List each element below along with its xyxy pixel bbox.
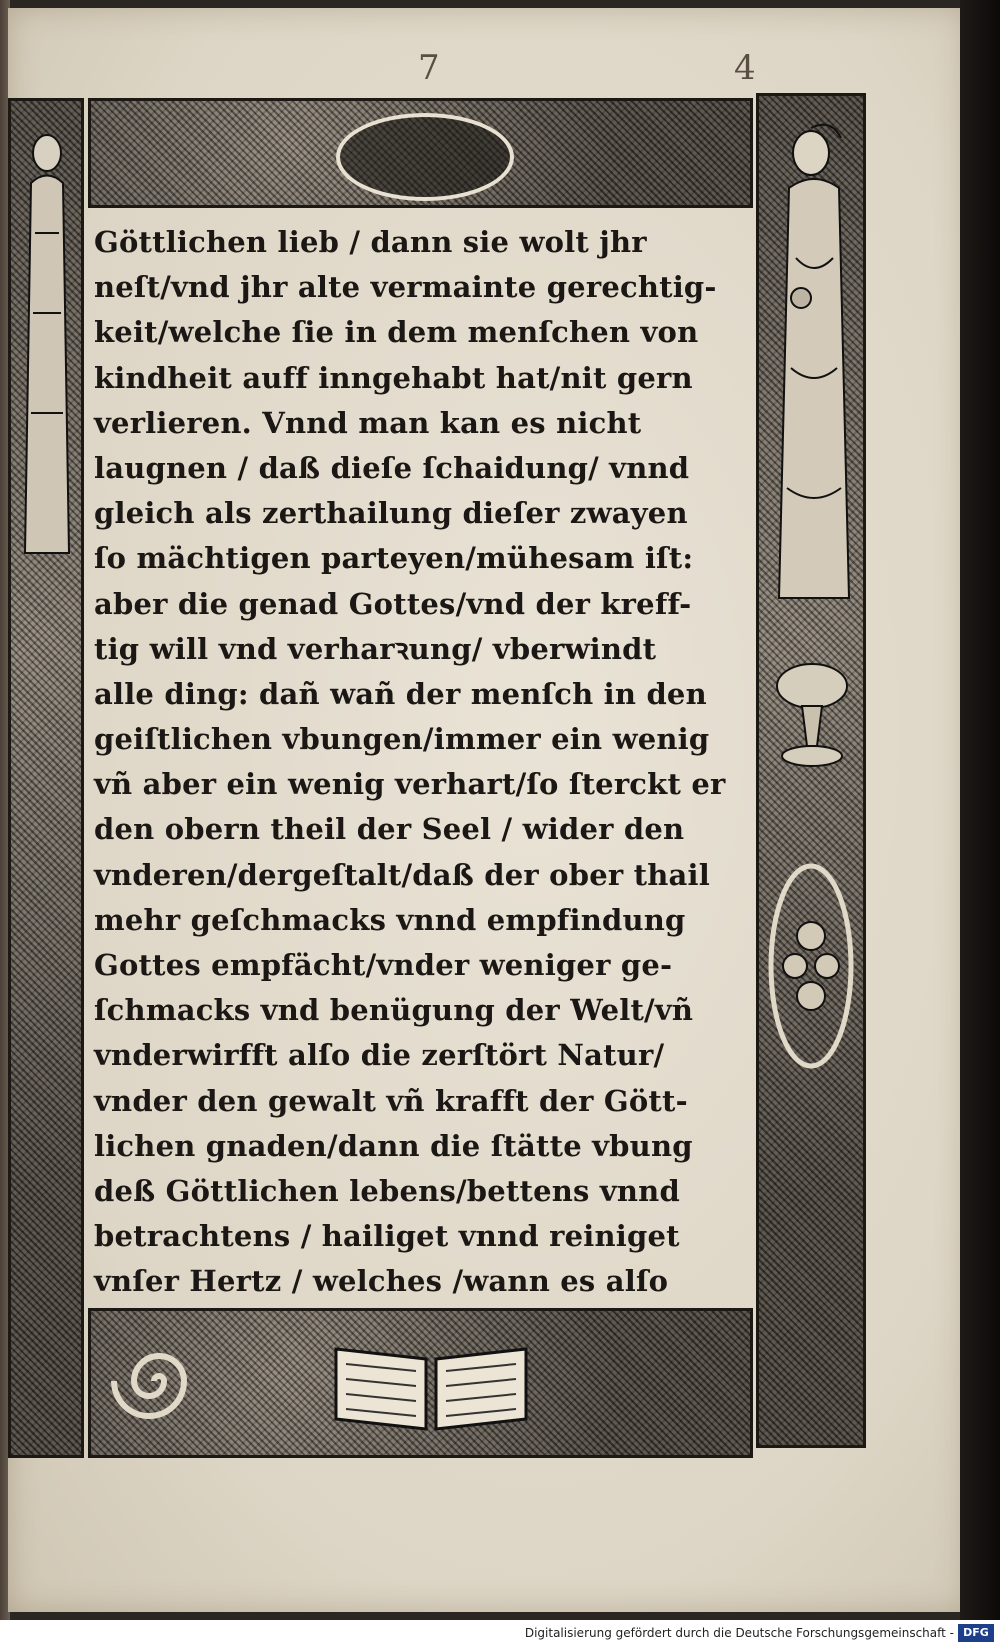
- text-line: tig will vnd verharꝛung/ vberwindt: [94, 631, 657, 666]
- text-line: kindheit auff inngehabt hat/nit gern: [94, 360, 693, 395]
- text-line: Göttlichen lieb / dann sie wolt jhr: [94, 225, 647, 259]
- folio-mark-right: 4: [734, 48, 756, 88]
- text-line: alle ding: dañ wañ der menſch in den: [94, 676, 707, 711]
- text-line: gleich als zerthailung dieſer zwayen: [94, 496, 688, 531]
- text-line: vnderwirfft alſo die zerſtört Natur/: [94, 1038, 665, 1073]
- text-line: keit/welche ſie in dem menſchen von: [94, 315, 699, 350]
- dfg-logo: DFG: [958, 1624, 994, 1642]
- scroll-spiral-icon: [99, 1321, 219, 1441]
- text-line: laugnen / daß dieſe ſchaidung/ vnnd: [94, 450, 690, 485]
- book-page: [8, 8, 966, 1612]
- woodcut-border-top: [88, 98, 753, 208]
- scan-background-edge: [960, 0, 1000, 1620]
- text-line: ſchmacks vnd benügung der Welt/vñ: [94, 993, 694, 1028]
- text-line: den obern theil der Seel / wider den: [94, 812, 685, 847]
- saint-figure-icon: [17, 113, 77, 593]
- text-line: Gottes empfächt/vnder weniger ge-: [94, 948, 673, 982]
- page-text: [94, 220, 754, 1305]
- text-line: lichen gnaden/dann die ſtätte vbung: [94, 1128, 693, 1163]
- text-line: vnder den gewalt vñ krafft der Gött-: [94, 1083, 688, 1118]
- folio-mark-left: 7: [418, 48, 440, 88]
- text-line: betrachtens / hailiget vnnd reiniget: [94, 1219, 680, 1254]
- text-line: ſo mächtigen parteyen/mühesam iſt:: [94, 541, 694, 576]
- text-line: verlieren. Vnnd man kan es nicht: [94, 405, 642, 440]
- text-line: deß Göttlichen lebens/bettens vnnd: [94, 1173, 680, 1208]
- woodcut-border-left: [8, 98, 84, 1458]
- text-line: neſt/vnd jhr alte vermainte gerechtig-: [94, 270, 717, 305]
- text-line: aber die genad Gottes/vnd der kreff-: [94, 586, 692, 621]
- woodcut-border-bottom: [88, 1308, 753, 1458]
- text-line: vnſer Hertz / welches /wann es alſo: [94, 1264, 669, 1299]
- footer-bar: [0, 1620, 1000, 1647]
- flower-wreath-icon: [765, 856, 857, 1076]
- oval-cartouche-icon: [336, 113, 514, 201]
- chalice-icon: [767, 656, 857, 776]
- open-book-icon: [326, 1329, 536, 1439]
- text-line: vñ aber ein wenig verhart/ſo ſterckt er: [94, 767, 726, 802]
- text-line: geiſtlichen vbungen/immer ein wenig: [94, 722, 710, 757]
- saint-figure-icon: [771, 108, 857, 608]
- text-line: mehr geſchmacks vnnd empfindung: [94, 902, 686, 937]
- woodcut-border-right: [756, 93, 866, 1448]
- funding-credit: Digitalisierung gefördert durch die Deutsche Forschungsgemeinschaft -: [524, 1626, 954, 1640]
- text-line: vnderen/dergeſtalt/daß der ober thail: [94, 857, 710, 892]
